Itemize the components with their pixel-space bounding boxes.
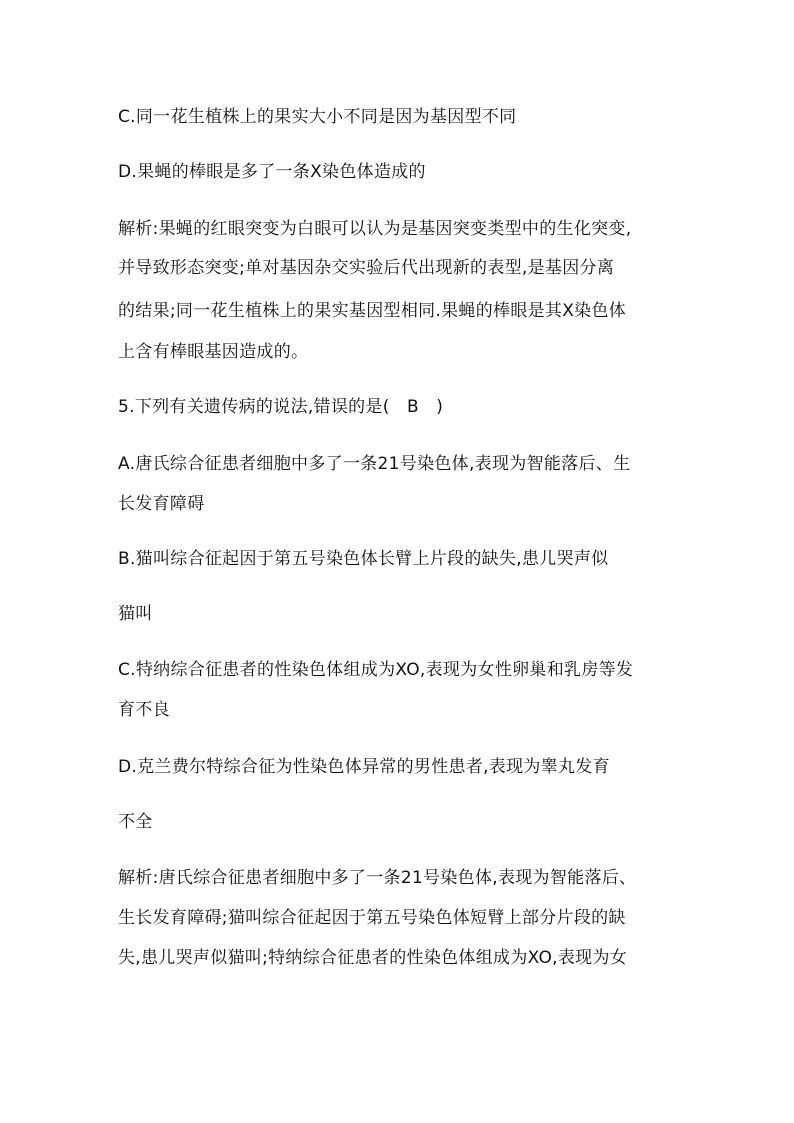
option-c2-line-2: 育不良 <box>118 700 170 720</box>
option-d-line: D.果蝇的棒眼是多了一条X染色体造成的 <box>118 162 426 182</box>
option-a-line-2: 长发育障碍 <box>118 494 205 514</box>
option-c-line: C.同一花生植株上的果实大小不同是因为基因型不同 <box>118 107 517 127</box>
analysis2-line-2: 生长发育障碍;猫叫综合征起因于第五号染色体短臂上部分片段的缺 <box>118 908 626 928</box>
analysis-line-3: 的结果;同一花生植株上的果实基因型相同.果蝇的棒眼是其X染色体 <box>118 301 627 321</box>
analysis-line-1: 解析:果蝇的红眼突变为白眼可以认为是基因突变类型中的生化突变, <box>118 219 632 239</box>
option-b-line-1: B.猫叫综合征起因于第五号染色体长臂上片段的缺失,患儿哭声似 <box>118 549 609 569</box>
analysis-line-4: 上含有棒眼基因造成的。 <box>118 342 309 362</box>
option-b-line-2: 猫叫 <box>118 604 153 624</box>
question-5-stem: 5.下列有关遗传病的说法,错误的是( B ) <box>118 397 444 417</box>
analysis2-line-1: 解析:唐氏综合征患者细胞中多了一条21号染色体,表现为智能落后、 <box>118 868 637 888</box>
analysis2-line-3: 失,患儿哭声似猫叫;特纳综合征患者的性染色体组成为XO,表现为女 <box>118 948 628 968</box>
option-a-line-1: A.唐氏综合征患者细胞中多了一条21号染色体,表现为智能落后、生 <box>118 454 631 474</box>
option-d2-line-1: D.克兰费尔特综合征为性染色体异常的男性患者,表现为睾丸发育 <box>118 757 610 777</box>
option-c2-line-1: C.特纳综合征患者的性染色体组成为XO,表现为女性卵巢和乳房等发 <box>118 660 634 680</box>
option-d2-line-2: 不全 <box>118 812 153 832</box>
analysis-line-2: 并导致形态突变;单对基因杂交实验后代出现新的表型,是基因分离 <box>118 258 615 278</box>
